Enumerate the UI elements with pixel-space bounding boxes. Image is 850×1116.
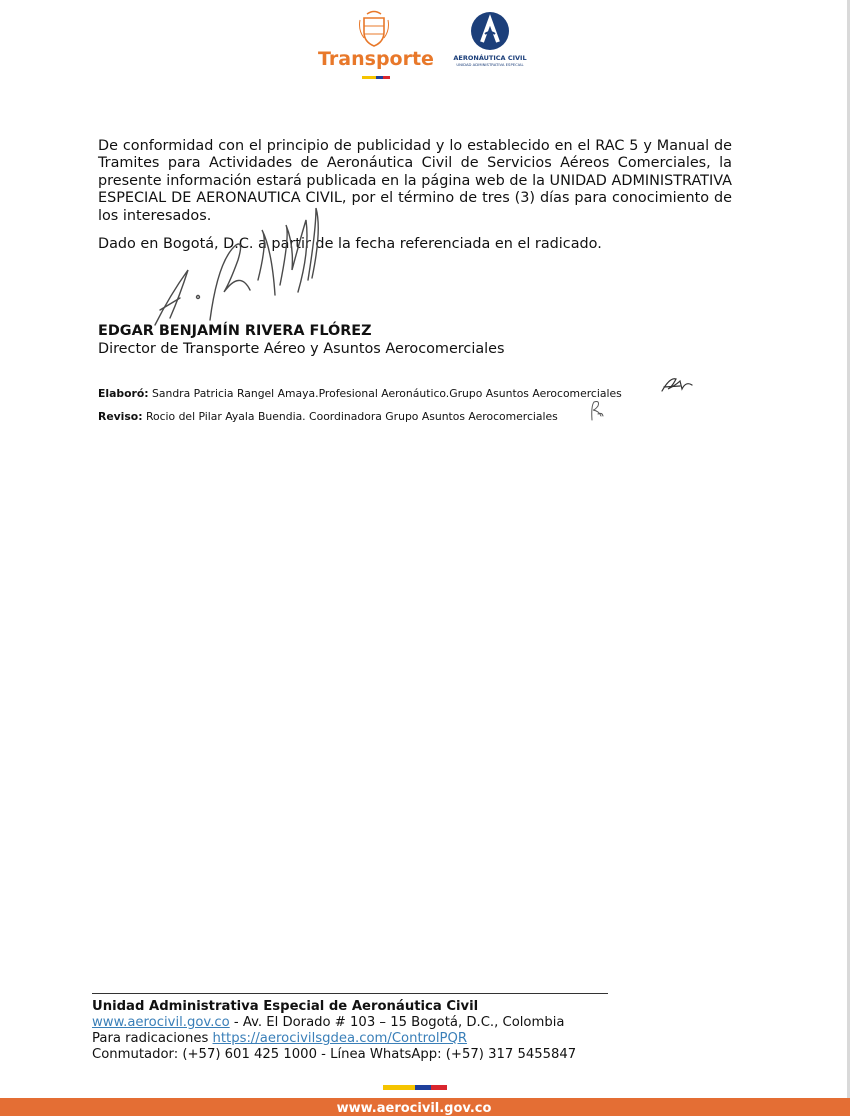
footer-bar-url[interactable]: www.aerocivil.gov.co bbox=[336, 1101, 492, 1116]
elaboro-line bbox=[98, 387, 622, 400]
handwritten-signature-icon bbox=[140, 200, 330, 340]
reviso-value: Rocio del Pilar Ayala Buendia. Coordinadora Grupo Asuntos Aerocomerciales bbox=[145, 410, 558, 423]
footer-divider bbox=[92, 993, 608, 994]
footer-phones: Conmutador: (+57) 601 425 1000 - Línea WhatsApp: (+57) 317 5455847 bbox=[92, 1047, 577, 1062]
footer-organization: Unidad Administrativa Especial de Aeronáutica Civil bbox=[92, 999, 479, 1014]
colombia-crest-icon bbox=[358, 10, 390, 48]
colombia-flag-stripe-icon bbox=[383, 1085, 447, 1090]
signatory-name: EDGAR BENJAMÍN RIVERA FLÓREZ bbox=[98, 323, 372, 339]
footer-contact bbox=[92, 999, 576, 1063]
elaboro-value: Sandra Patricia Rangel Amaya.Profesional Aeronáutico.Grupo Asuntos Aerocomerciales bbox=[152, 387, 622, 400]
reviso-line bbox=[98, 410, 558, 423]
footer-address: - Av. El Dorado # 103 – 15 Bogotá, D.C., Colombia bbox=[229, 1015, 565, 1030]
reviso-initials-icon bbox=[588, 398, 606, 422]
colombia-flag-stripe-icon bbox=[362, 76, 390, 79]
transporte-logo bbox=[318, 10, 434, 82]
publicity-paragraph: De conformidad con el principio de publicidad y lo establecido en el RAC 5 y Manual de Tramites para Actividades de Aeronáutica Civil de Servicios Aéreos Comerciales, la presente información estará publicada en la página web de la UNIDAD ADMINISTRATIVA ESPECIAL DE AERONAUTICA CIVIL, por el término de tres (3) días para conocimiento de los interesados. bbox=[98, 138, 732, 224]
aerocivil-logo-title: AERONÁUTICA CIVIL bbox=[453, 54, 527, 62]
footer-radicaciones-link[interactable]: https://aerocivilsgdea.com/ControlPQR bbox=[212, 1031, 468, 1046]
elaboro-initials-icon bbox=[660, 373, 694, 397]
aerocivil-a-icon bbox=[470, 11, 510, 51]
issued-paragraph: Dado en Bogotá, D.C. a partir de la fecha referenciada en el radicado. bbox=[98, 236, 602, 252]
footer-address-line bbox=[92, 1015, 576, 1031]
signatory-title: Director de Transporte Aéreo y Asuntos Aerocomerciales bbox=[98, 341, 505, 357]
reviso-label: Reviso: bbox=[98, 410, 143, 423]
aerocivil-logo-subtitle: UNIDAD ADMINISTRATIVA ESPECIAL bbox=[456, 62, 524, 67]
footer-website-link[interactable]: www.aerocivil.gov.co bbox=[92, 1015, 230, 1030]
footer-radicaciones-label: Para radicaciones bbox=[92, 1031, 213, 1046]
footer-radicaciones-line bbox=[92, 1031, 576, 1047]
aerocivil-logo bbox=[447, 11, 533, 71]
transporte-logo-text: Transporte bbox=[318, 48, 434, 70]
elaboro-label: Elaboró: bbox=[98, 387, 149, 400]
